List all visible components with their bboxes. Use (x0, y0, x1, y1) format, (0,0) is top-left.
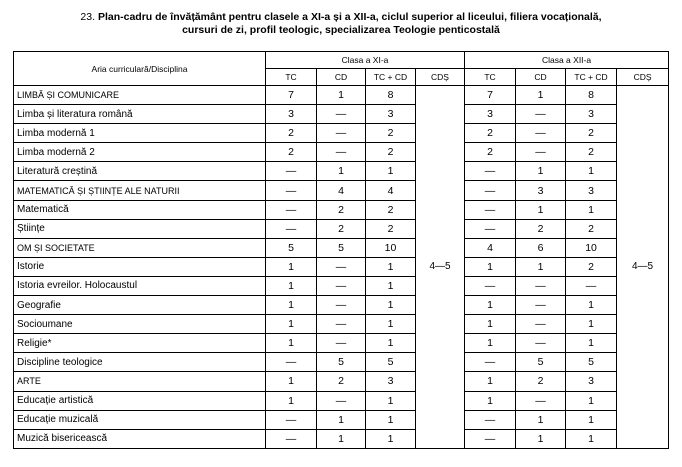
discipline-name: ARTE (14, 372, 266, 391)
discipline-name: Matematică (14, 200, 266, 219)
class-12-cd-cell: — (516, 276, 566, 295)
class-11-tc-cd-cell: 1 (366, 162, 416, 181)
class-11-cd-cell: 1 (317, 86, 366, 105)
class-11-tc-cd-cell: 1 (366, 315, 416, 334)
table-row (14, 162, 669, 181)
class-11-tc-cd-cell: 1 (366, 410, 416, 429)
class-11-tc-cell: — (266, 181, 317, 200)
class-12-tc-cd-cell: 3 (566, 105, 617, 124)
class-11-tc-cell: — (266, 353, 317, 372)
class-11-tc-cd-cell: 1 (366, 429, 416, 448)
table-row (14, 238, 669, 257)
class-11-tc-cell: 3 (266, 105, 317, 124)
discipline-name: Educație artistică (14, 391, 266, 410)
discipline-name: OM ȘI SOCIETATE (14, 238, 266, 257)
class-11-tc-cd-cell: 3 (366, 105, 416, 124)
class-12-tc-cell: 2 (465, 143, 516, 162)
class-12-tc-cell: — (465, 410, 516, 429)
area-header: Aria curriculară/Disciplina (14, 52, 266, 86)
class-12-tc-cd-cell: 1 (566, 429, 617, 448)
class-11-tc-cd-cell: 2 (366, 200, 416, 219)
class-11-header: Clasa a XI-a (266, 52, 465, 69)
class-12-tc-cd-cell: 1 (566, 200, 617, 219)
class-12-tc-cell: 4 (465, 238, 516, 257)
class-12-cd-cell: 1 (516, 162, 566, 181)
discipline-name: Limba modernă 1 (14, 124, 266, 143)
class-12-cd-cell: 5 (516, 353, 566, 372)
class-12-tc-cd-cell: 3 (566, 372, 617, 391)
table-row (14, 296, 669, 315)
class-11-tc-cell: 7 (266, 86, 317, 105)
subheader-cds-12: CDȘ (617, 69, 669, 86)
title-number: 23. (80, 11, 96, 23)
class-12-cd-cell: 2 (516, 219, 566, 238)
table-row (14, 124, 669, 143)
discipline-name: Limba și literatura română (14, 105, 266, 124)
class-12-tc-cell: — (465, 353, 516, 372)
class-12-tc-cell: — (465, 219, 516, 238)
class-11-tc-cd-cell: 2 (366, 219, 416, 238)
class-11-cds-cell: 4—5 (416, 86, 465, 449)
table-row (14, 219, 669, 238)
class-12-tc-cell: 1 (465, 334, 516, 353)
class-11-tc-cell: 2 (266, 124, 317, 143)
class-11-tc-cell: 1 (266, 276, 317, 295)
class-12-cds-cell: 4—5 (617, 86, 669, 449)
title-text-line-1: Plan-cadru de învățământ pentru clasele a XI-a și a XII-a, ciclul superior al liceului, filiera vocațională, (97, 11, 602, 23)
class-12-cd-cell: 1 (516, 86, 566, 105)
class-11-tc-cd-cell: 1 (366, 334, 416, 353)
class-12-cd-cell: — (516, 296, 566, 315)
class-11-cd-cell: 5 (317, 353, 366, 372)
class-12-tc-cd-cell: 2 (566, 219, 617, 238)
class-12-tc-cd-cell: 10 (566, 238, 617, 257)
class-11-tc-cd-cell: 1 (366, 296, 416, 315)
class-12-cd-cell: 2 (516, 372, 566, 391)
table-body (14, 86, 669, 449)
class-11-cd-cell: 1 (317, 162, 366, 181)
discipline-name: Educație muzicală (14, 410, 266, 429)
class-12-tc-cell: — (465, 429, 516, 448)
subheader-tccd-11: TC + CD (366, 69, 416, 86)
class-12-header: Clasa a XII-a (465, 52, 669, 69)
discipline-name: Socioumane (14, 315, 266, 334)
table-row (14, 334, 669, 353)
discipline-name: Limba modernă 2 (14, 143, 266, 162)
class-12-cd-cell: 1 (516, 200, 566, 219)
table-row (14, 105, 669, 124)
class-12-cd-cell: 1 (516, 429, 566, 448)
class-11-tc-cell: — (266, 219, 317, 238)
class-11-tc-cd-cell: 8 (366, 86, 416, 105)
title-line-1 (0, 11, 682, 24)
class-11-tc-cell: 1 (266, 315, 317, 334)
table-row (14, 143, 669, 162)
table-row (14, 353, 669, 372)
class-12-tc-cell: 7 (465, 86, 516, 105)
discipline-name: Discipline teologice (14, 353, 266, 372)
class-11-cd-cell: — (317, 124, 366, 143)
class-11-tc-cell: 1 (266, 257, 317, 276)
document-title (0, 11, 682, 37)
class-11-tc-cell: — (266, 200, 317, 219)
class-12-tc-cd-cell: 8 (566, 86, 617, 105)
class-11-cd-cell: 2 (317, 219, 366, 238)
table-row (14, 181, 669, 200)
class-12-cd-cell: — (516, 391, 566, 410)
class-11-cd-cell: — (317, 105, 366, 124)
class-12-cd-cell: 1 (516, 410, 566, 429)
class-11-cd-cell: 4 (317, 181, 366, 200)
class-11-tc-cd-cell: 1 (366, 257, 416, 276)
class-11-tc-cd-cell: 5 (366, 353, 416, 372)
table-row (14, 372, 669, 391)
class-11-tc-cell: 1 (266, 334, 317, 353)
discipline-name: Istorie (14, 257, 266, 276)
table-row (14, 257, 669, 276)
table-row (14, 276, 669, 295)
class-12-tc-cell: — (465, 200, 516, 219)
class-11-tc-cell: — (266, 429, 317, 448)
class-11-cd-cell: 2 (317, 200, 366, 219)
class-11-tc-cell: 1 (266, 372, 317, 391)
class-11-cd-cell: — (317, 315, 366, 334)
class-11-cd-cell: — (317, 143, 366, 162)
class-12-cd-cell: — (516, 315, 566, 334)
class-12-tc-cell: — (465, 276, 516, 295)
class-11-tc-cd-cell: 2 (366, 124, 416, 143)
class-12-tc-cd-cell: 1 (566, 162, 617, 181)
class-12-tc-cd-cell: 5 (566, 353, 617, 372)
class-12-cd-cell: 1 (516, 257, 566, 276)
class-11-cd-cell: 1 (317, 429, 366, 448)
class-12-tc-cd-cell: 3 (566, 181, 617, 200)
class-11-cd-cell: — (317, 276, 366, 295)
class-11-tc-cd-cell: 3 (366, 372, 416, 391)
discipline-name: Științe (14, 219, 266, 238)
class-12-cd-cell: — (516, 143, 566, 162)
class-11-cd-cell: — (317, 334, 366, 353)
discipline-name: MATEMATICĂ ȘI ȘTIINȚE ALE NATURII (14, 181, 266, 200)
title-line-2: cursuri de zi, profil teologic, specializarea Teologie penticostală (182, 24, 500, 36)
discipline-name: Istoria evreilor. Holocaustul (14, 276, 266, 295)
class-11-tc-cd-cell: 2 (366, 143, 416, 162)
class-11-tc-cell: 1 (266, 391, 317, 410)
class-12-tc-cell: 1 (465, 391, 516, 410)
table-row (14, 410, 669, 429)
class-11-cd-cell: — (317, 391, 366, 410)
class-12-tc-cell: 1 (465, 372, 516, 391)
table-row (14, 200, 669, 219)
subheader-cd-11: CD (317, 69, 366, 86)
table-row (14, 429, 669, 448)
class-12-tc-cd-cell: 1 (566, 334, 617, 353)
class-11-tc-cell: 2 (266, 143, 317, 162)
class-11-tc-cd-cell: 1 (366, 276, 416, 295)
subheader-tc-12: TC (465, 69, 516, 86)
class-12-tc-cell: 3 (465, 105, 516, 124)
subheader-cd-12: CD (516, 69, 566, 86)
class-11-tc-cell: — (266, 410, 317, 429)
class-12-tc-cd-cell: 2 (566, 143, 617, 162)
class-12-tc-cd-cell: 1 (566, 410, 617, 429)
class-12-tc-cell: — (465, 181, 516, 200)
table-row (14, 315, 669, 334)
class-11-cd-cell: 2 (317, 372, 366, 391)
class-11-tc-cell: — (266, 162, 317, 181)
class-11-cd-cell: 1 (317, 410, 366, 429)
class-11-cd-cell: 5 (317, 238, 366, 257)
class-11-cd-cell: — (317, 257, 366, 276)
class-12-cd-cell: — (516, 105, 566, 124)
class-12-tc-cell: 2 (465, 124, 516, 143)
table-row (14, 86, 669, 105)
discipline-name: LIMBĂ ȘI COMUNICARE (14, 86, 266, 105)
class-12-cd-cell: 3 (516, 181, 566, 200)
table-row (14, 391, 669, 410)
class-11-tc-cd-cell: 10 (366, 238, 416, 257)
class-12-cd-cell: — (516, 124, 566, 143)
class-12-tc-cell: 1 (465, 315, 516, 334)
class-12-cd-cell: — (516, 334, 566, 353)
discipline-name: Muzică bisericească (14, 429, 266, 448)
class-11-tc-cell: 5 (266, 238, 317, 257)
class-11-tc-cd-cell: 1 (366, 391, 416, 410)
class-12-tc-cd-cell: 1 (566, 315, 617, 334)
subheader-tc-11: TC (266, 69, 317, 86)
discipline-name: Geografie (14, 296, 266, 315)
class-11-tc-cell: 1 (266, 296, 317, 315)
subheader-cds-11: CDȘ (416, 69, 465, 86)
class-11-tc-cd-cell: 4 (366, 181, 416, 200)
curriculum-table (13, 51, 669, 449)
class-12-tc-cd-cell: 1 (566, 391, 617, 410)
subheader-tccd-12: TC + CD (566, 69, 617, 86)
class-11-cd-cell: — (317, 296, 366, 315)
class-12-tc-cell: — (465, 162, 516, 181)
discipline-name: Religie* (14, 334, 266, 353)
discipline-name: Literatură creștină (14, 162, 266, 181)
class-12-tc-cd-cell: 2 (566, 124, 617, 143)
class-12-cd-cell: 6 (516, 238, 566, 257)
class-12-tc-cd-cell: — (566, 276, 617, 295)
class-12-tc-cd-cell: 2 (566, 257, 617, 276)
class-12-tc-cell: 1 (465, 257, 516, 276)
class-12-tc-cd-cell: 1 (566, 296, 617, 315)
class-12-tc-cell: 1 (465, 296, 516, 315)
